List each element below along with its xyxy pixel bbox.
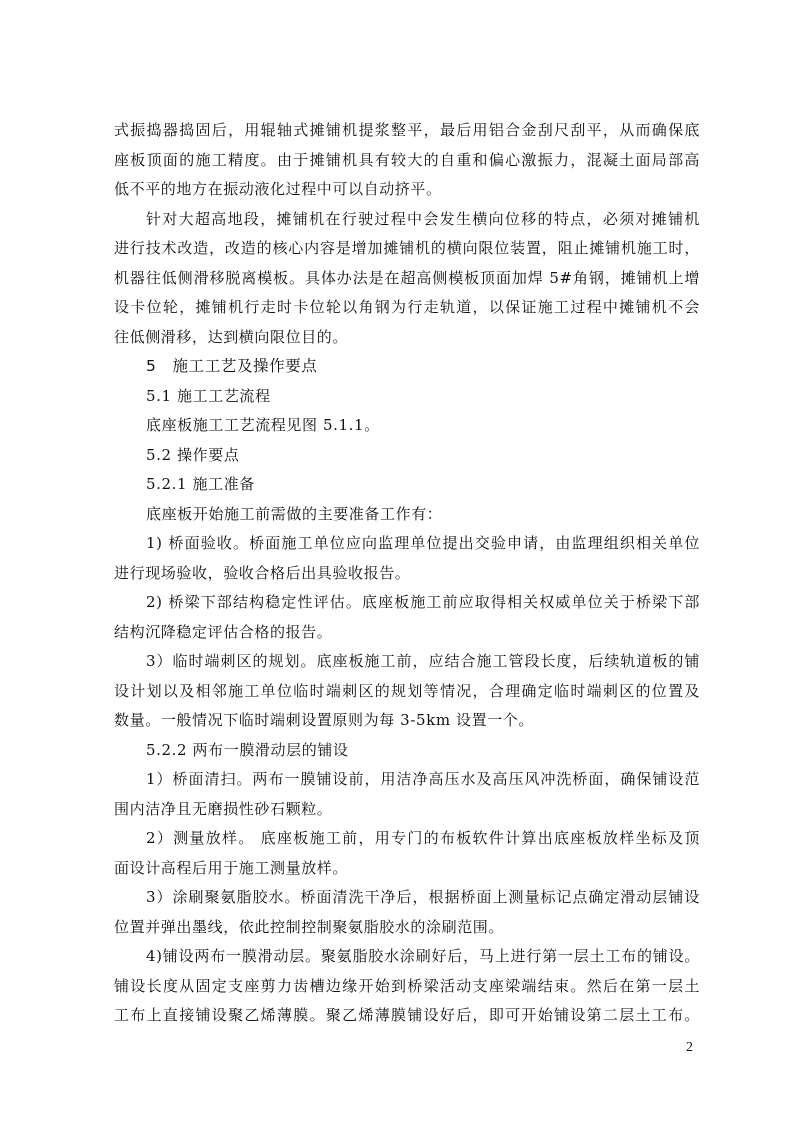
- paragraph-line: 位置并弹出墨线，依此控制控制聚氨脂胶水的涂刷范围。: [114, 917, 505, 936]
- paragraph-line: 结构沉降稳定评估合格的报告。: [114, 622, 333, 641]
- paragraph-line: 3）临时端刺区的规划。底座板施工前，应结合施工管段长度，后续轨道板的铺: [146, 652, 700, 670]
- paragraph-line: 底座板开始施工前需做的主要准备工作有：: [146, 504, 443, 523]
- subsection-heading: 5.1 施工工艺流程: [146, 386, 271, 405]
- paragraph-line: 工布上直接铺设聚乙烯薄膜。聚乙烯薄膜铺设好后，即可开始铺设第二层土工布。: [114, 1006, 700, 1024]
- paragraph-line: 1）桥面清扫。两布一膜铺设前，用洁净高压水及高压风冲洗桥面，确保铺设范: [146, 770, 700, 788]
- document-body: [114, 116, 700, 1031]
- paragraph-line: 设计划以及相邻施工单位临时端刺区的规划等情况，合理确定临时端刺区的位置及: [114, 681, 700, 700]
- subsection-heading: 5.2.2 两布一膜滑动层的铺设: [146, 740, 349, 759]
- paragraph-line: 座板顶面的施工精度。由于摊铺机具有较大的自重和偏心激振力，混凝土面局部高: [114, 150, 700, 169]
- paragraph-line: 进行现场验收，验收合格后出具验收报告。: [114, 563, 411, 582]
- paragraph-line: 2) 桥梁下部结构稳定性评估。底座板施工前应取得相关权威单位关于桥梁下部: [146, 593, 700, 611]
- paragraph-line: 2）测量放样。 底座板施工前，用专门的布板软件计算出底座板放样坐标及顶: [146, 829, 700, 847]
- paragraph-line: 底座板施工工艺流程见图 5.1.1。: [146, 416, 380, 434]
- section-heading: 5 施工工艺及操作要点: [146, 357, 318, 375]
- paragraph-line: 设卡位轮，摊铺机行走时卡位轮以角钢为行走轨道，以保证施工过程中摊铺机不会: [114, 298, 700, 316]
- paragraph-line: 1) 桥面验收。桥面施工单位应向监理单位提出交验申请，由监理组织相关单位: [146, 534, 700, 552]
- subsection-heading: 5.2 操作要点: [146, 445, 240, 464]
- paragraph-line: 进行技术改造，改造的核心内容是增加摊铺机的横向限位装置，阻止摊铺机施工时，: [114, 239, 700, 257]
- paragraph-line: 面设计高程后用于施工测量放样。: [114, 858, 349, 877]
- paragraph-line: 铺设长度从固定支座剪力齿槽边缘开始到桥梁活动支座梁端结束。然后在第一层土: [114, 976, 700, 995]
- paragraph-line: 机器往低侧滑移脱离模板。具体办法是在超高侧模板顶面加焊 5#角钢，摊铺机上增: [114, 268, 700, 287]
- page-number: 2: [686, 1040, 693, 1055]
- paragraph-line: 往低侧滑移，达到横向限位目的。: [114, 327, 349, 346]
- paragraph-line: 低不平的地方在振动液化过程中可以自动挤平。: [114, 180, 442, 198]
- paragraph-line: 3）涂刷聚氨脂胶水。桥面清洗干净后，根据桥面上测量标记点确定滑动层铺设: [146, 888, 700, 906]
- paragraph-line: 针对大超高地段，摊铺机在行驶过程中会发生横向位移的特点，必须对摊铺机: [146, 209, 700, 228]
- paragraph-line: 围内洁净且无磨损性砂石颗粒。: [114, 799, 333, 818]
- paragraph-line: 4)铺设两布一膜滑动层。聚氨脂胶水涂刷好后，马上进行第一层土工布的铺设。: [146, 947, 700, 965]
- paragraph-line: 式振捣器捣固后，用辊轴式摊铺机提浆整平，最后用铝合金刮尺刮平，从而确保底: [114, 121, 700, 139]
- subsection-heading: 5.2.1 施工准备: [146, 475, 255, 493]
- paragraph-line: 数量。一般情况下临时端刺设置原则为每 3-5km 设置一个。: [114, 711, 535, 729]
